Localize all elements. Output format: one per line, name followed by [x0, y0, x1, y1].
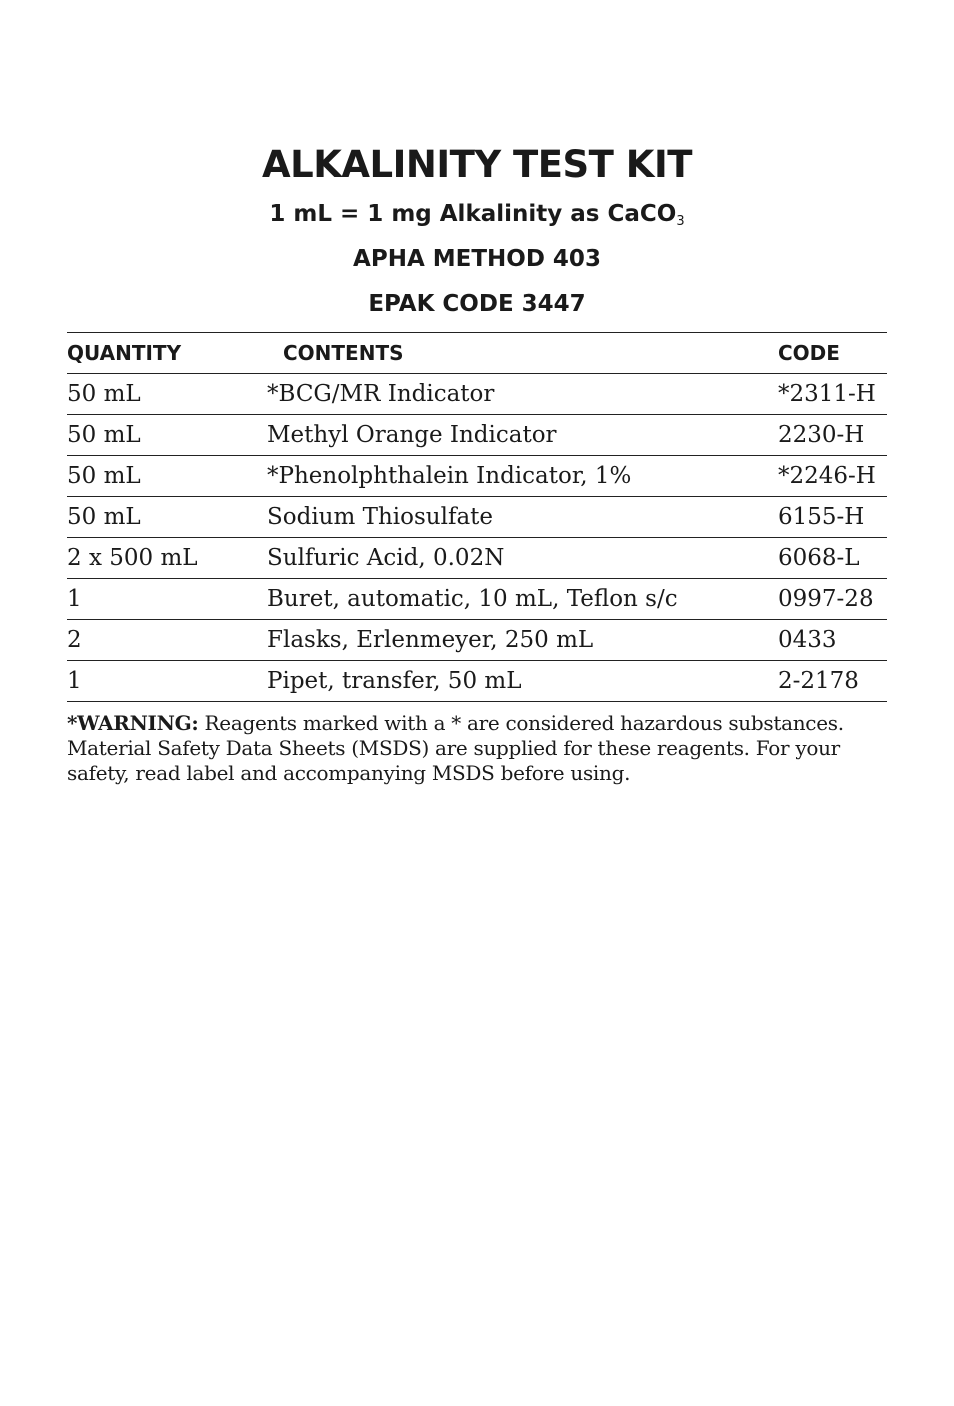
table-row	[67, 497, 887, 538]
table-row	[67, 415, 887, 456]
cell-quantity: 2	[67, 620, 267, 661]
cell-quantity: 50 mL	[67, 497, 267, 538]
cell-contents: Methyl Orange Indicator	[267, 415, 778, 456]
cell-quantity: 50 mL	[67, 415, 267, 456]
contents-table	[67, 332, 887, 702]
cell-contents: Sodium Thiosulfate	[267, 497, 778, 538]
cell-contents: Pipet, transfer, 50 mL	[267, 661, 778, 702]
table-row	[67, 579, 887, 620]
warning-note	[67, 711, 887, 786]
cell-code: 0997-28	[778, 579, 887, 620]
code-subtitle: EPAK CODE 3447	[368, 291, 586, 317]
table-row	[67, 374, 887, 415]
cell-code: 2-2178	[778, 661, 887, 702]
header-contents: CONTENTS	[267, 333, 778, 374]
cell-quantity: 1	[67, 579, 267, 620]
table-row	[67, 661, 887, 702]
cell-contents: Sulfuric Acid, 0.02N	[267, 538, 778, 579]
cell-quantity: 1	[67, 661, 267, 702]
cell-contents: Flasks, Erlenmeyer, 250 mL	[267, 620, 778, 661]
table-body	[67, 374, 887, 702]
cell-code: 6068-L	[778, 538, 887, 579]
table-row	[67, 620, 887, 661]
cell-code: 2230-H	[778, 415, 887, 456]
cell-contents: *Phenolphthalein Indicator, 1%	[267, 456, 778, 497]
cell-contents: Buret, automatic, 10 mL, Teflon s/c	[267, 579, 778, 620]
concentration-subscript: 3	[676, 214, 685, 229]
table-row	[67, 538, 887, 579]
cell-code: 6155-H	[778, 497, 887, 538]
table-row	[67, 456, 887, 497]
warning-text: Reagents marked with a * are considered hazardous substances. Material Safety Data Sheets (MSDS) are supplied for these reagents. For your safety, read label and accompanying MSDS before using.	[67, 711, 844, 785]
cell-code: *2311-H	[778, 374, 887, 415]
cell-contents: *BCG/MR Indicator	[267, 374, 778, 415]
cell-code: *2246-H	[778, 456, 887, 497]
cell-code: 0433	[778, 620, 887, 661]
concentration-subtitle	[67, 199, 887, 237]
header-quantity: QUANTITY	[67, 333, 267, 374]
concentration-text: 1 mL = 1 mg Alkalinity as CaCO	[269, 201, 677, 227]
cell-quantity: 50 mL	[67, 456, 267, 497]
cell-quantity: 2 x 500 mL	[67, 538, 267, 579]
method-subtitle: APHA METHOD 403	[353, 246, 601, 272]
cell-quantity: 50 mL	[67, 374, 267, 415]
warning-label: *WARNING:	[67, 711, 199, 735]
table-header-row	[67, 333, 887, 374]
page-title: ALKALINITY TEST KIT	[262, 143, 692, 186]
header-code: CODE	[778, 333, 887, 374]
